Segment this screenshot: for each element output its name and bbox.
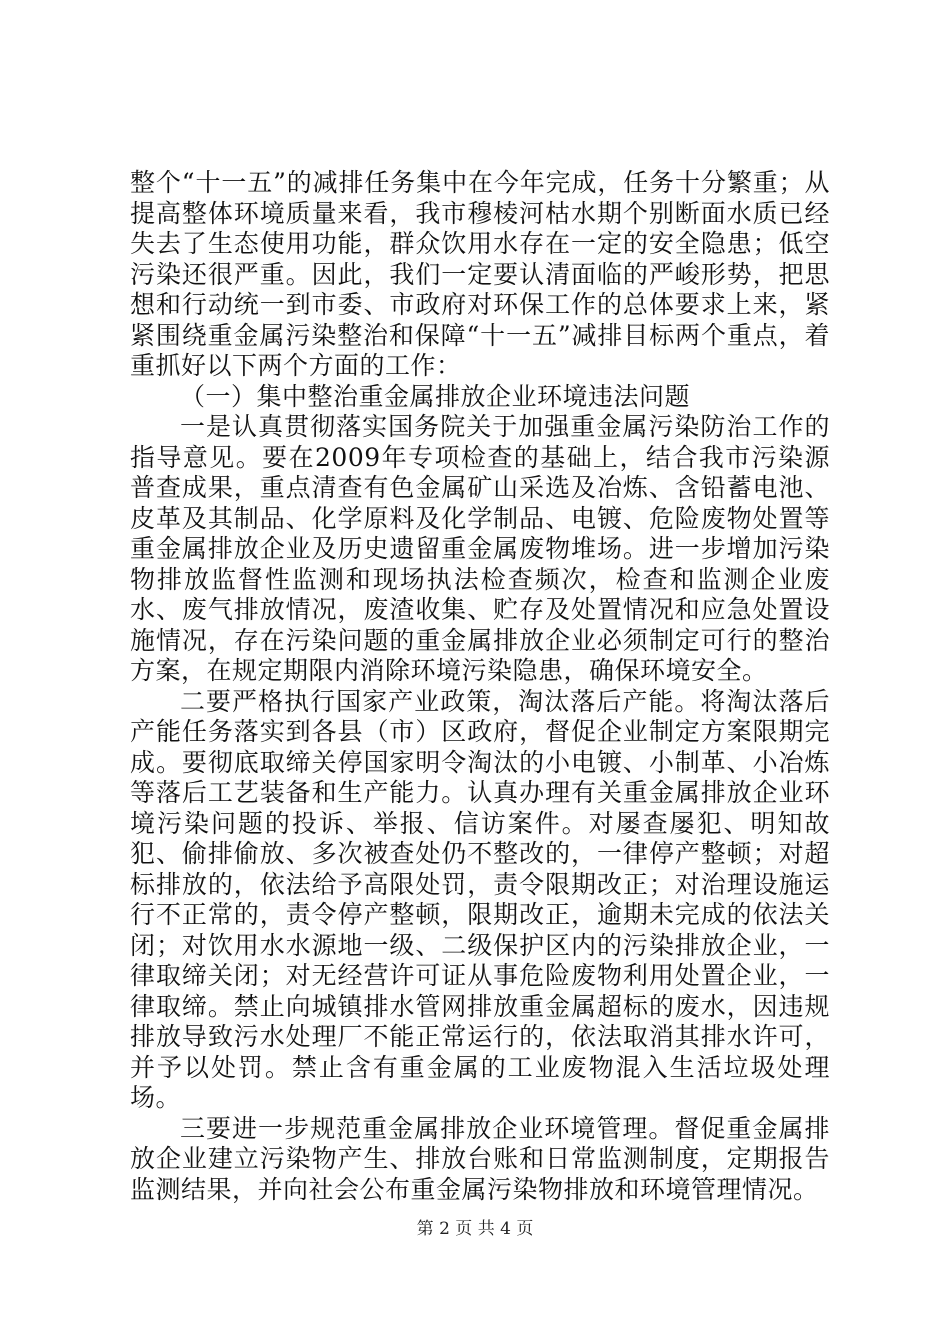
paragraph-continuation: 整个“十一五”的减排任务集中在今年完成，任务十分繁重；从提高整体环境质量来看，我市穆棱河枯水期个别断面水质已经失去了生态使用功能，群众饮用水存在一定的安全隐患；低空污染还很严重。因此，我们一定要认清面临的严峻形势，把思想和行动统一到市委、市政府对环保工作的总体要求上来，紧紧围绕重金属污染整治和保障“十一五”减排目标两个重点，着重抓好以下两个方面的工作： bbox=[130, 168, 830, 380]
paragraph-item-three: 三要进一步规范重金属排放企业环境管理。督促重金属排放企业建立污染物产生、排放台账和日常监测制度，定期报告监测结果，并向社会公布重金属污染物排放和环境管理情况。 bbox=[130, 1113, 830, 1204]
document-body bbox=[130, 168, 830, 1205]
page-number-footer: 第 2 页 共 4 页 bbox=[416, 1219, 534, 1239]
paragraph-item-one: 一是认真贯彻落实国务院关于加强重金属污染防治工作的指导意见。要在2009年专项检查的基础上，结合我市污染源普查成果，重点清查有色金属矿山采选及冶炼、含铅蓄电池、皮革及其制品、化学原料及化学制品、电镀、危险废物处置等重金属排放企业及历史遗留重金属废物堆场。进一步增加污染物排放监督性监测和现场执法检查频次，检查和监测企业废水、废气排放情况，废渣收集、贮存及处置情况和应急处置设施情况，存在污染问题的重金属排放企业必须制定可行的整治方案，在规定期限内消除环境污染隐患，确保环境安全。 bbox=[130, 412, 830, 685]
paragraph-item-two: 二要严格执行国家产业政策，淘汰落后产能。将淘汰落后产能任务落实到各县（市）区政府，督促企业制定方案限期完成。要彻底取缔关停国家明令淘汰的小电镀、小制革、小冶炼等落后工艺装备和生产能力。认真办理有关重金属排放企业环境污染问题的投诉、举报、信访案件。对屡查屡犯、明知故犯、偷排偷放、多次被查处仍不整改的，一律停产整顿；对超标排放的，依法给予高限处罚，责令限期改正；对治理设施运行不正常的，责令停产整顿，限期改正，逾期未完成的依法关闭；对饮用水水源地一级、二级保护区内的污染排放企业，一律取缔关闭；对无经营许可证从事危险废物利用处置企业，一律取缔。禁止向城镇排水管网排放重金属超标的废水，因违规排放导致污水处理厂不能正常运行的，依法取消其排水许可，并予以处罚。禁止含有重金属的工业废物混入生活垃圾处理场。 bbox=[130, 686, 830, 1112]
section-heading: （一）集中整治重金属排放企业环境违法问题 bbox=[180, 381, 691, 411]
